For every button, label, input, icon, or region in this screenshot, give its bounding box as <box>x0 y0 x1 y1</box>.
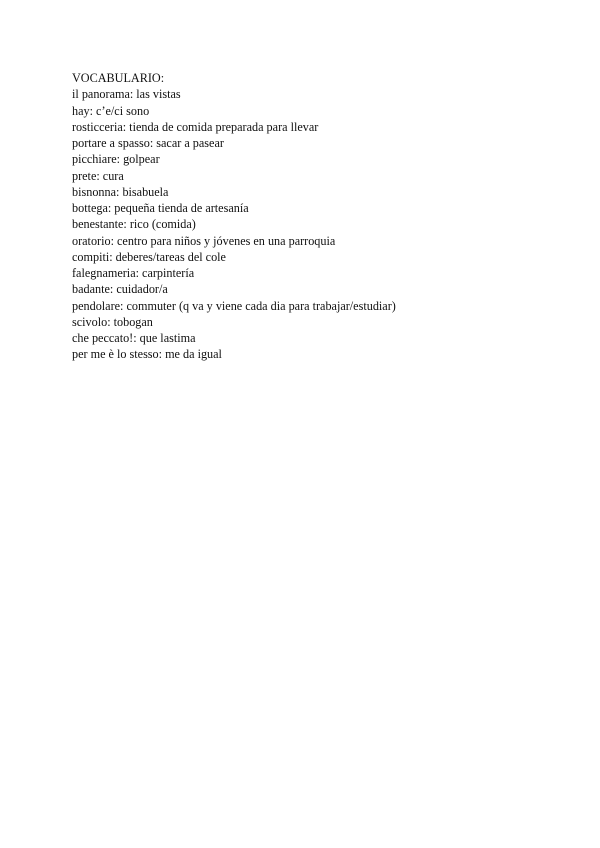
vocab-entry: falegnameria: carpintería <box>72 266 195 280</box>
vocab-entry: pendolare: commuter (q va y viene cada dia para trabajar/estudiar) <box>72 298 396 313</box>
vocabulary-list <box>72 70 532 363</box>
vocab-entry: portare a spasso: sacar a pasear <box>72 136 224 150</box>
vocab-entry: compiti: deberes/tareas del cole <box>72 249 226 264</box>
vocab-entry: che peccato!: que lastima <box>72 331 196 345</box>
vocab-entry: picchiare: golpear <box>72 152 160 167</box>
vocab-entry: oratorio: centro para niños y jóvenes en una parroquia <box>72 233 336 248</box>
vocab-entry: per me è lo stesso: me da igual <box>72 347 222 362</box>
vocab-entry: rosticceria: tienda de comida preparada para llevar <box>72 119 319 134</box>
vocab-entry: benestante: rico (comida) <box>72 217 196 232</box>
vocab-entry: il panorama: las vistas <box>72 87 181 102</box>
vocab-entry: prete: cura <box>72 168 124 183</box>
vocab-entry: badante: cuidador/a <box>72 282 168 297</box>
vocab-entry: bottega: pequeña tienda de artesanía <box>72 201 249 215</box>
vocab-entry: scivolo: tobogan <box>72 314 153 329</box>
vocabulary-heading: VOCABULARIO: <box>72 71 165 85</box>
vocab-entry: hay: c’e/ci sono <box>72 103 150 118</box>
vocab-entry: bisnonna: bisabuela <box>72 184 169 199</box>
